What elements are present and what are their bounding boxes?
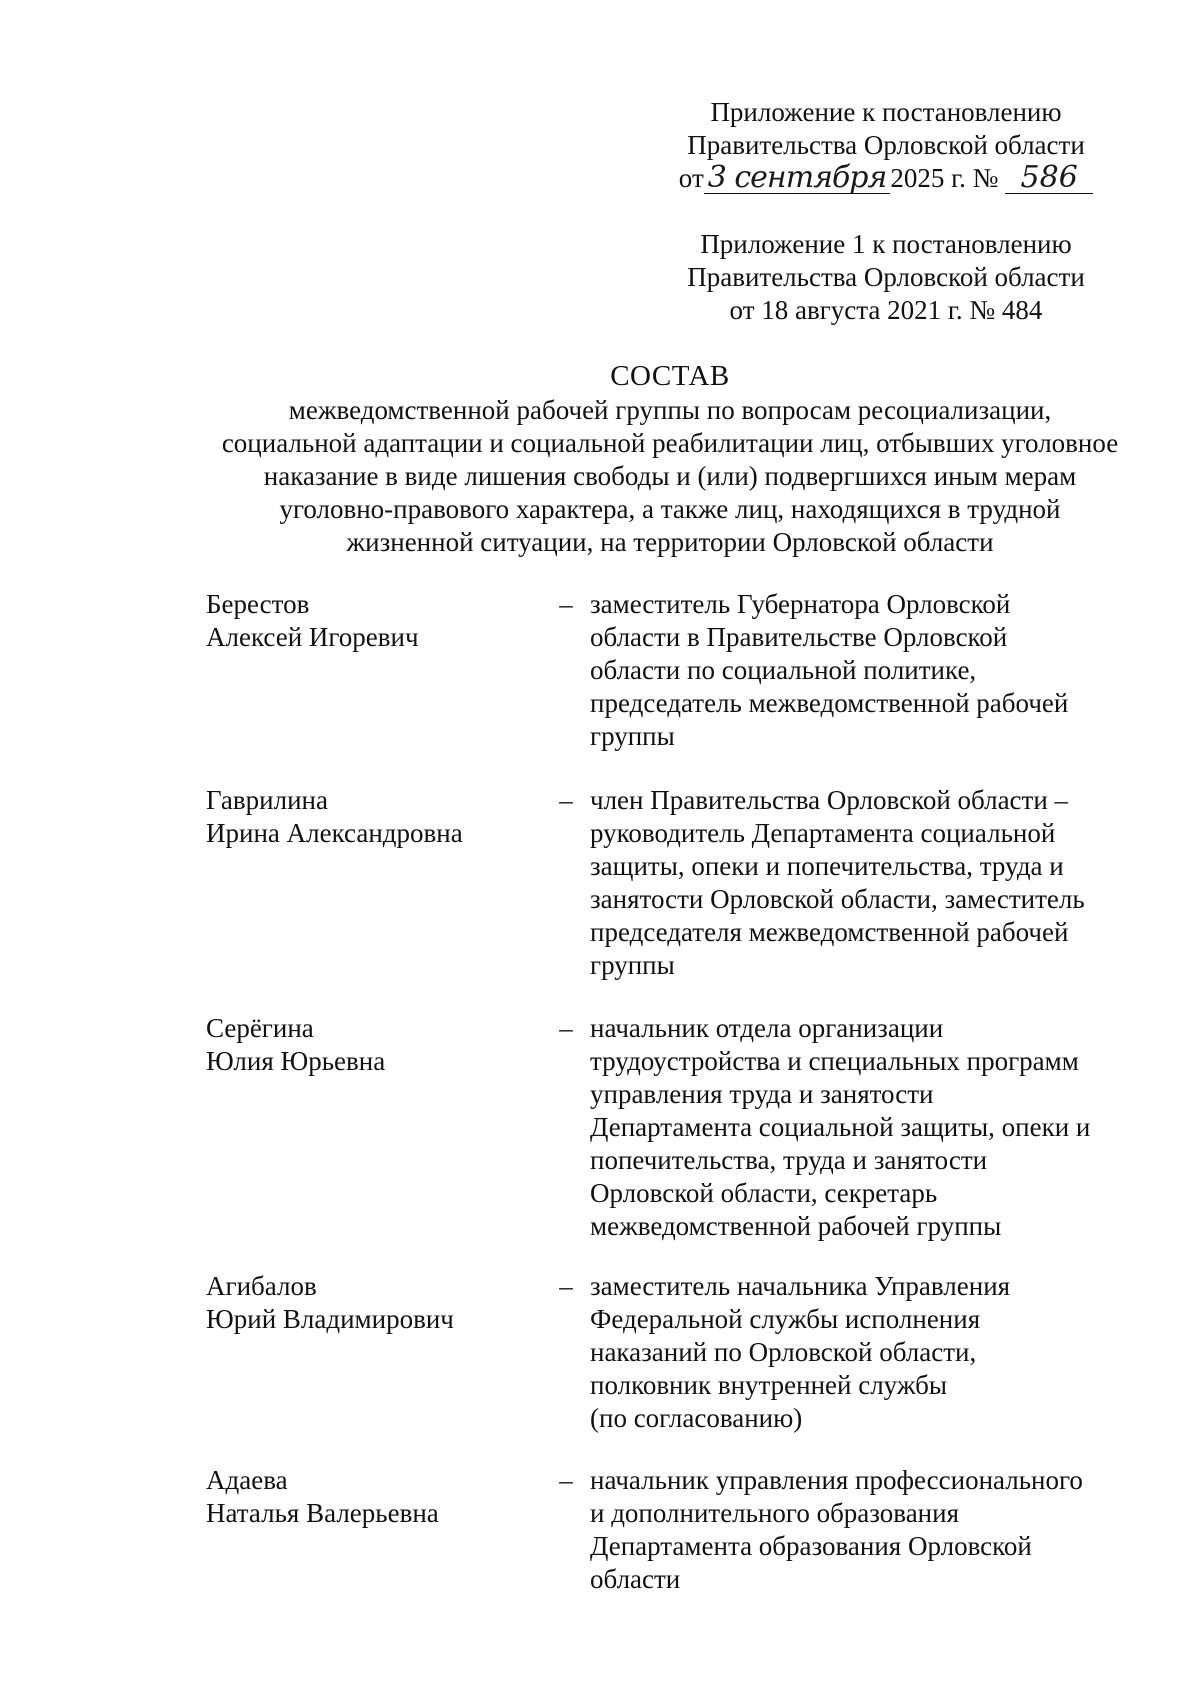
role-line: Федеральной службы исполнения [590, 1304, 981, 1334]
member-given-names: Наталья Валерьевна [206, 1498, 439, 1528]
member-given-names: Алексей Игоревич [206, 622, 419, 652]
role-line: области по социальной политике, [590, 655, 977, 685]
role-line: Департамента социальной защиты, опеки и [590, 1112, 1091, 1142]
role-line: член Правительства Орловской области – [590, 785, 1069, 815]
member-given-names: Ирина Александровна [206, 818, 463, 848]
role-line: (по согласованию) [590, 1403, 803, 1433]
handwritten-date: 3 сентября [704, 163, 891, 194]
role-line: области в Правительстве Орловской [590, 622, 1008, 652]
appendix-header-original [676, 228, 1096, 327]
member-given-names: Юлия Юрьевна [206, 1046, 386, 1076]
appendix-original-line-3: от 18 августа 2021 г. № 484 [729, 295, 1043, 325]
dash-separator: – [559, 589, 573, 619]
member-role [590, 588, 1165, 753]
role-line: области [590, 1564, 681, 1594]
role-line: начальник отдела организации [590, 1013, 944, 1043]
role-line: наказаний по Орловской области, [590, 1337, 977, 1367]
member-surname: Серёгина [206, 1013, 314, 1043]
role-line: Департамента образования Орловской [590, 1531, 1032, 1561]
member-role [590, 1270, 1165, 1435]
role-line: Орловской области, секретарь [590, 1178, 938, 1208]
member-role [590, 1464, 1165, 1596]
document-title-block [190, 358, 1150, 559]
subtitle-line: межведомственной рабочей группы по вопросам ресоциализации, [288, 395, 1052, 425]
role-line: группы [590, 950, 675, 980]
role-line: заместитель Губернатора Орловской [590, 589, 1011, 619]
role-line: занятости Орловской области, заместитель [590, 884, 1085, 914]
role-line: и дополнительного образования [590, 1498, 959, 1528]
role-line: защиты, опеки и попечительства, труда и [590, 851, 1064, 881]
member-surname: Адаева [206, 1465, 288, 1495]
document-subtitle [190, 394, 1150, 559]
appendix-line-1: Приложение к постановлению [710, 97, 1062, 127]
member-name [206, 1270, 536, 1336]
date-prefix: от [678, 163, 704, 193]
dash-separator: – [559, 1465, 573, 1495]
year-and-number-label: 2025 г. № [890, 163, 999, 193]
role-line: управления труда и занятости [590, 1079, 934, 1109]
role-line: председатель межведомственной рабочей [590, 688, 1069, 718]
member-name [206, 784, 536, 850]
member-given-names: Юрий Владимирович [206, 1304, 454, 1334]
role-line: попечительства, труда и занятости [590, 1145, 988, 1175]
member-role [590, 1012, 1165, 1243]
subtitle-line: жизненной ситуации, на территории Орловской области [346, 527, 994, 557]
appendix-header-current [676, 96, 1096, 195]
appendix-line-2: Правительства Орловской области [687, 130, 1085, 160]
member-name [206, 588, 536, 654]
member-surname: Берестов [206, 589, 310, 619]
member-name [206, 1012, 536, 1078]
handwritten-number: 586 [1005, 163, 1093, 194]
role-line: начальник управления профессионального [590, 1465, 1083, 1495]
role-line: заместитель начальника Управления [590, 1271, 1011, 1301]
subtitle-line: уголовно-правового характера, а также лиц, находящихся в трудной [279, 494, 1061, 524]
role-line: полковник внутренней службы [590, 1370, 947, 1400]
role-line: председателя межведомственной рабочей [590, 917, 1069, 947]
dash-separator: – [559, 1271, 573, 1301]
role-line: руководитель Департамента социальной [590, 818, 1056, 848]
dash-separator: – [559, 785, 573, 815]
subtitle-line: социальной адаптации и социальной реабилитации лиц, отбывших уголовное [221, 428, 1119, 458]
appendix-original-line-2: Правительства Орловской области [687, 262, 1085, 292]
role-line: группы [590, 721, 675, 751]
dash-separator: – [559, 1013, 573, 1043]
member-surname: Гаврилина [206, 785, 328, 815]
subtitle-line: наказание в виде лишения свободы и (или) подвергшихся иным мерам [263, 461, 1077, 491]
role-line: трудоустройства и специальных программ [590, 1046, 1079, 1076]
member-surname: Агибалов [206, 1271, 317, 1301]
appendix-date-line [676, 162, 1096, 195]
member-role [590, 784, 1165, 982]
role-line: межведомственной рабочей группы [590, 1211, 1002, 1241]
member-name [206, 1464, 536, 1530]
appendix-original-line-1: Приложение 1 к постановлению [700, 229, 1072, 259]
document-title: СОСТАВ [610, 360, 730, 392]
